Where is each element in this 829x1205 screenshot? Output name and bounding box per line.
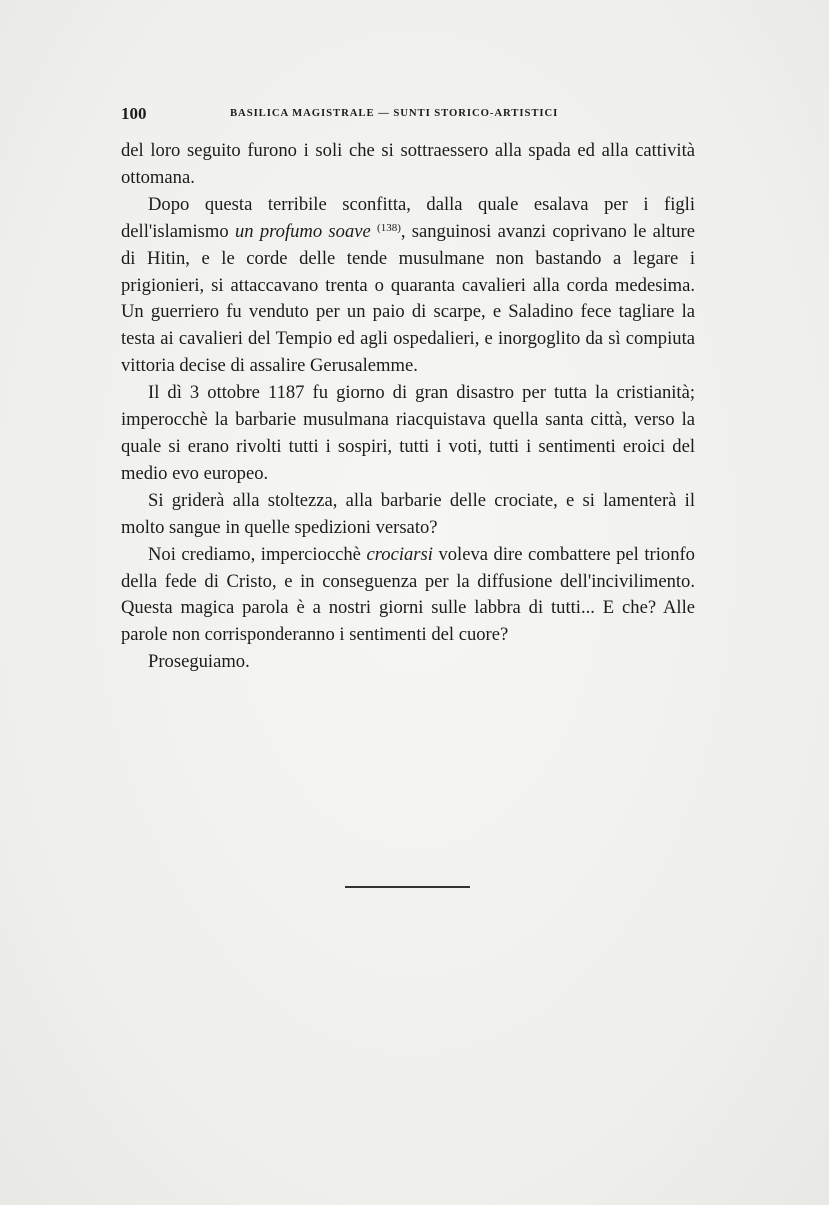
paragraph-hitin-start: Dopo questa terribile sconfitta, dalla quale esalava per i figli dell'islamismo	[121, 193, 695, 242]
paragraph-continuation: del loro seguito furono i soli che si sottraessero alla spada ed alla cattività ottomana.	[121, 140, 695, 188]
running-title: BASILICA MAGISTRALE — SUNTI STORICO-ARTISTICI	[230, 108, 559, 119]
paragraph-crusades-start: Noi crediamo, imperciocchè	[148, 543, 367, 565]
section-divider	[345, 886, 470, 888]
footnote-reference: (138)	[377, 221, 401, 234]
paragraph-crusades	[121, 542, 695, 650]
paragraph-question: Si griderà alla stoltezza, alla barbarie delle crociate, e si lamenterà il molto sangue in quelle spedizioni versato?	[121, 489, 695, 538]
running-head	[121, 104, 696, 128]
paragraph-crusades-end: voleva dire combattere pel trionfo della fede di Cristo, e in conseguenza per la diffusione dell'incivilimento. Questa magica parola è a nostri giorni sulle labbra di tutti... E che? Alle parole non corrisponderanno i sentimenti del cuore?	[121, 543, 695, 646]
italic-phrase: un profumo soave	[234, 220, 371, 242]
paragraph-hitin-end: , sanguinosi avanzi coprivano le alture di Hitin, e le corde delle tende musulmane non bastando a legare i prigionieri, si attaccavano trenta o quaranta cavalieri alla corda medesima. Un guerriero fu venduto per un paio di scarpe, e Saladino fece tagliare la testa ai cavalieri del Tempio ed agli ospedalieri, e inorgoglito da sì compiuta vittoria decise di assalire Gerusalemme.	[121, 220, 696, 377]
paragraph-jerusalem: Il dì 3 ottobre 1187 fu giorno di gran disastro per tutta la cristianità; imperocchè la barbarie musulmana riacquistava quella santa città, verso la quale si erano rivolti tutti i sospiri, tutti i voti, tutti i sentimenti eroici del medio evo europeo.	[121, 382, 695, 484]
body-text	[121, 138, 695, 676]
italic-word: crociarsi	[366, 543, 433, 565]
paragraph-closing: Proseguiamo.	[148, 651, 250, 673]
page-number: 100	[121, 104, 147, 123]
paragraph-hitin	[121, 192, 695, 380]
